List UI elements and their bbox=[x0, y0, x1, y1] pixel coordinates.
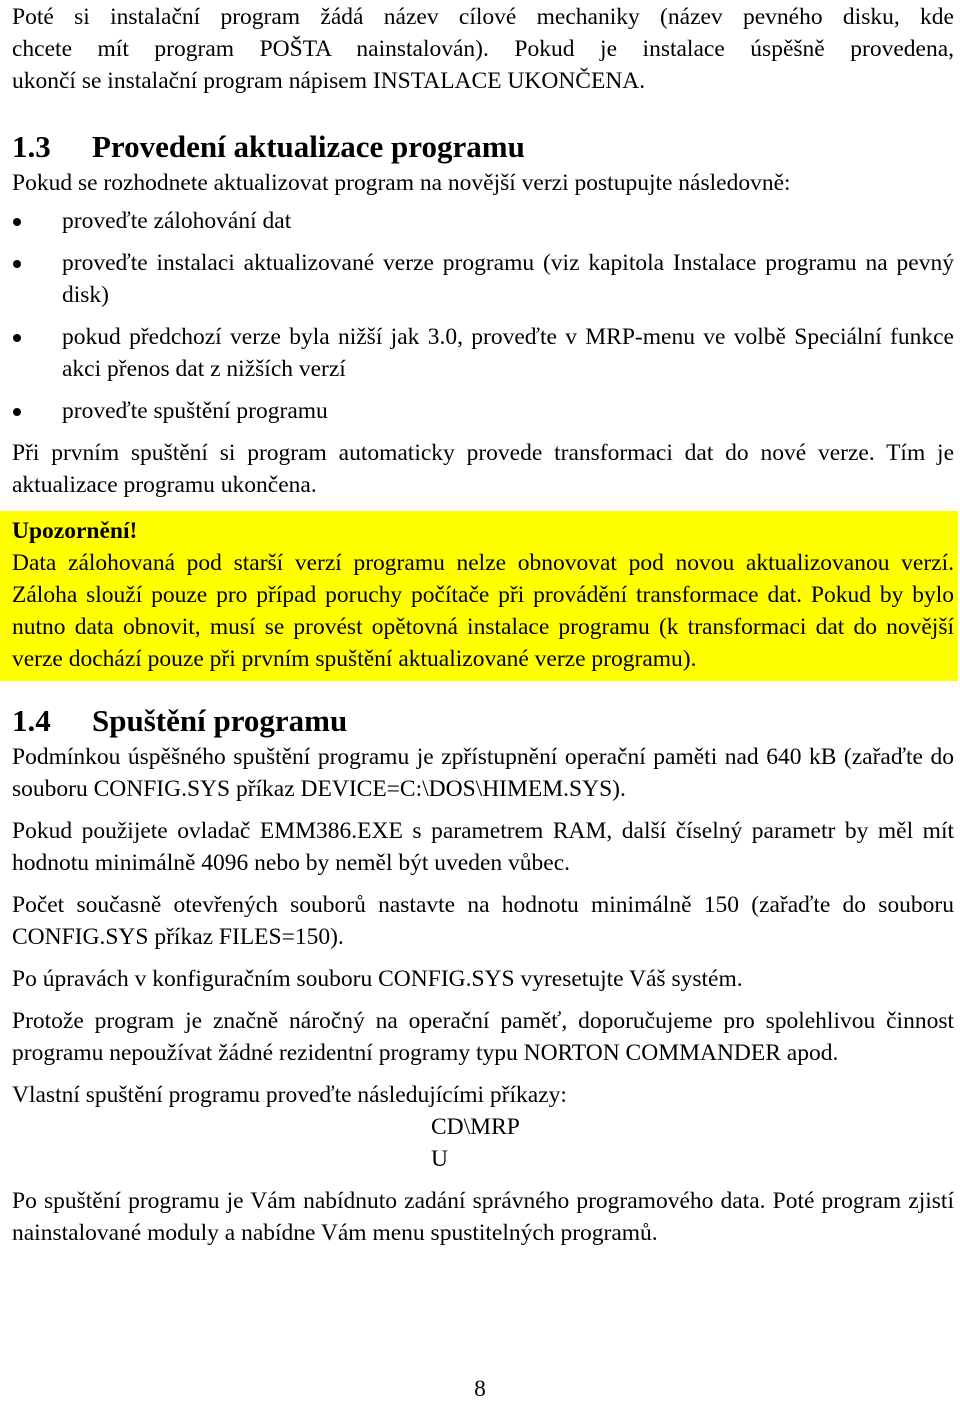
list-item bbox=[12, 205, 954, 237]
section-number: 1.3 bbox=[12, 129, 51, 164]
paragraph-commands-intro: Vlastní spuštění programu proveďte následujícími příkazy: bbox=[12, 1082, 567, 1108]
warning-text: Data zálohovaná pod starší verzí programu nelze obnovovat pod novou aktualizovanou verzí. Záloha slouží pouze pro případ poruchy počítače při provádění transformace dat. Pokud by bylo nutno data obnovit, musí se provést opětovná instalace programu (k transformaci dat do novější verze dochází pouze při prvním spuštění aktualizované verze programu). bbox=[12, 550, 954, 672]
document-page bbox=[12, 0, 954, 1249]
paragraph-memory-warning: Protože program je značně náročný na operační paměť, doporučujeme pro spolehlivou činnost programu nepoužívat žádné rezidentní programy typu NORTON COMMANDER apod. bbox=[12, 1008, 954, 1066]
paragraph-reset: Po úpravách v konfiguračním souboru CONFIG.SYS vyresetujte Váš systém. bbox=[12, 966, 743, 992]
paragraph-memory: Podmínkou úspěšného spuštění programu je zpřístupnění operační paměti nad 640 kB (zařaďte do souboru CONFIG.SYS příkaz DEVICE=C:\DOS\HIMEM.SYS). bbox=[12, 744, 954, 802]
paragraph-emm386: Pokud použijete ovladač EMM386.EXE s parametrem RAM, další číselný parametr by měl mít hodnotu minimálně 4096 nebo by neměl být uveden vůbec. bbox=[12, 818, 954, 876]
list-item bbox=[12, 395, 954, 427]
list-item bbox=[12, 321, 954, 385]
command-line: CD\MRP bbox=[431, 1114, 520, 1140]
bullet-icon bbox=[13, 218, 21, 226]
warning-box bbox=[0, 511, 958, 681]
warning-title: Upozornění! bbox=[12, 518, 138, 544]
paragraph-final: Po spuštění programu je Vám nabídnuto zadání správného programového data. Poté program zjistí nainstalované moduly a nabídne Vám menu spustitelných programů. bbox=[12, 1188, 954, 1246]
list-item bbox=[12, 247, 954, 311]
bullet-icon bbox=[13, 334, 21, 342]
bullet-icon bbox=[13, 408, 21, 416]
intro-line-3: ukončí se instalační program nápisem INSTALACE UKONČENA. bbox=[12, 68, 646, 94]
command-line: U bbox=[431, 1146, 448, 1172]
bullet-icon bbox=[13, 260, 21, 268]
section-heading-1-4 bbox=[12, 701, 954, 741]
section-number: 1.4 bbox=[12, 703, 51, 738]
section-title: Spuštění programu bbox=[92, 703, 348, 738]
section-heading-1-3 bbox=[12, 127, 954, 167]
intro-paragraph bbox=[12, 0, 954, 97]
update-closing-paragraph: Při prvním spuštění si program automaticky provede transformaci dat do nové verze. Tím je aktualizace programu ukončena. bbox=[12, 440, 954, 498]
list-item-text: pokud předchozí verze byla nižší jak 3.0, proveďte v MRP-menu ve volbě Speciální funkce akci přenos dat z nižších verzí bbox=[62, 324, 954, 382]
section-title: Provedení aktualizace programu bbox=[92, 129, 525, 164]
section-lead: Pokud se rozhodnete aktualizovat program na novější verzi postupujte následovně: bbox=[12, 170, 791, 196]
paragraph-files: Počet současně otevřených souborů nastavte na hodnotu minimálně 150 (zařaďte do souboru CONFIG.SYS příkaz FILES=150). bbox=[12, 892, 954, 950]
intro-line-1: Poté si instalační program žádá název cílové mechaniky (název pevného disku, kde bbox=[12, 4, 954, 30]
page-number: 8 bbox=[474, 1376, 486, 1402]
list-item-text: proveďte zálohování dat bbox=[62, 208, 292, 234]
list-item-text: proveďte spuštění programu bbox=[62, 398, 328, 424]
update-steps-list bbox=[12, 205, 954, 427]
intro-line-2: chcete mít program POŠTA nainstalován). Pokud je instalace úspěšně provedena, bbox=[12, 36, 954, 62]
list-item-text: proveďte instalaci aktualizované verze programu (viz kapitola Instalace programu na pevný disk) bbox=[62, 250, 954, 308]
